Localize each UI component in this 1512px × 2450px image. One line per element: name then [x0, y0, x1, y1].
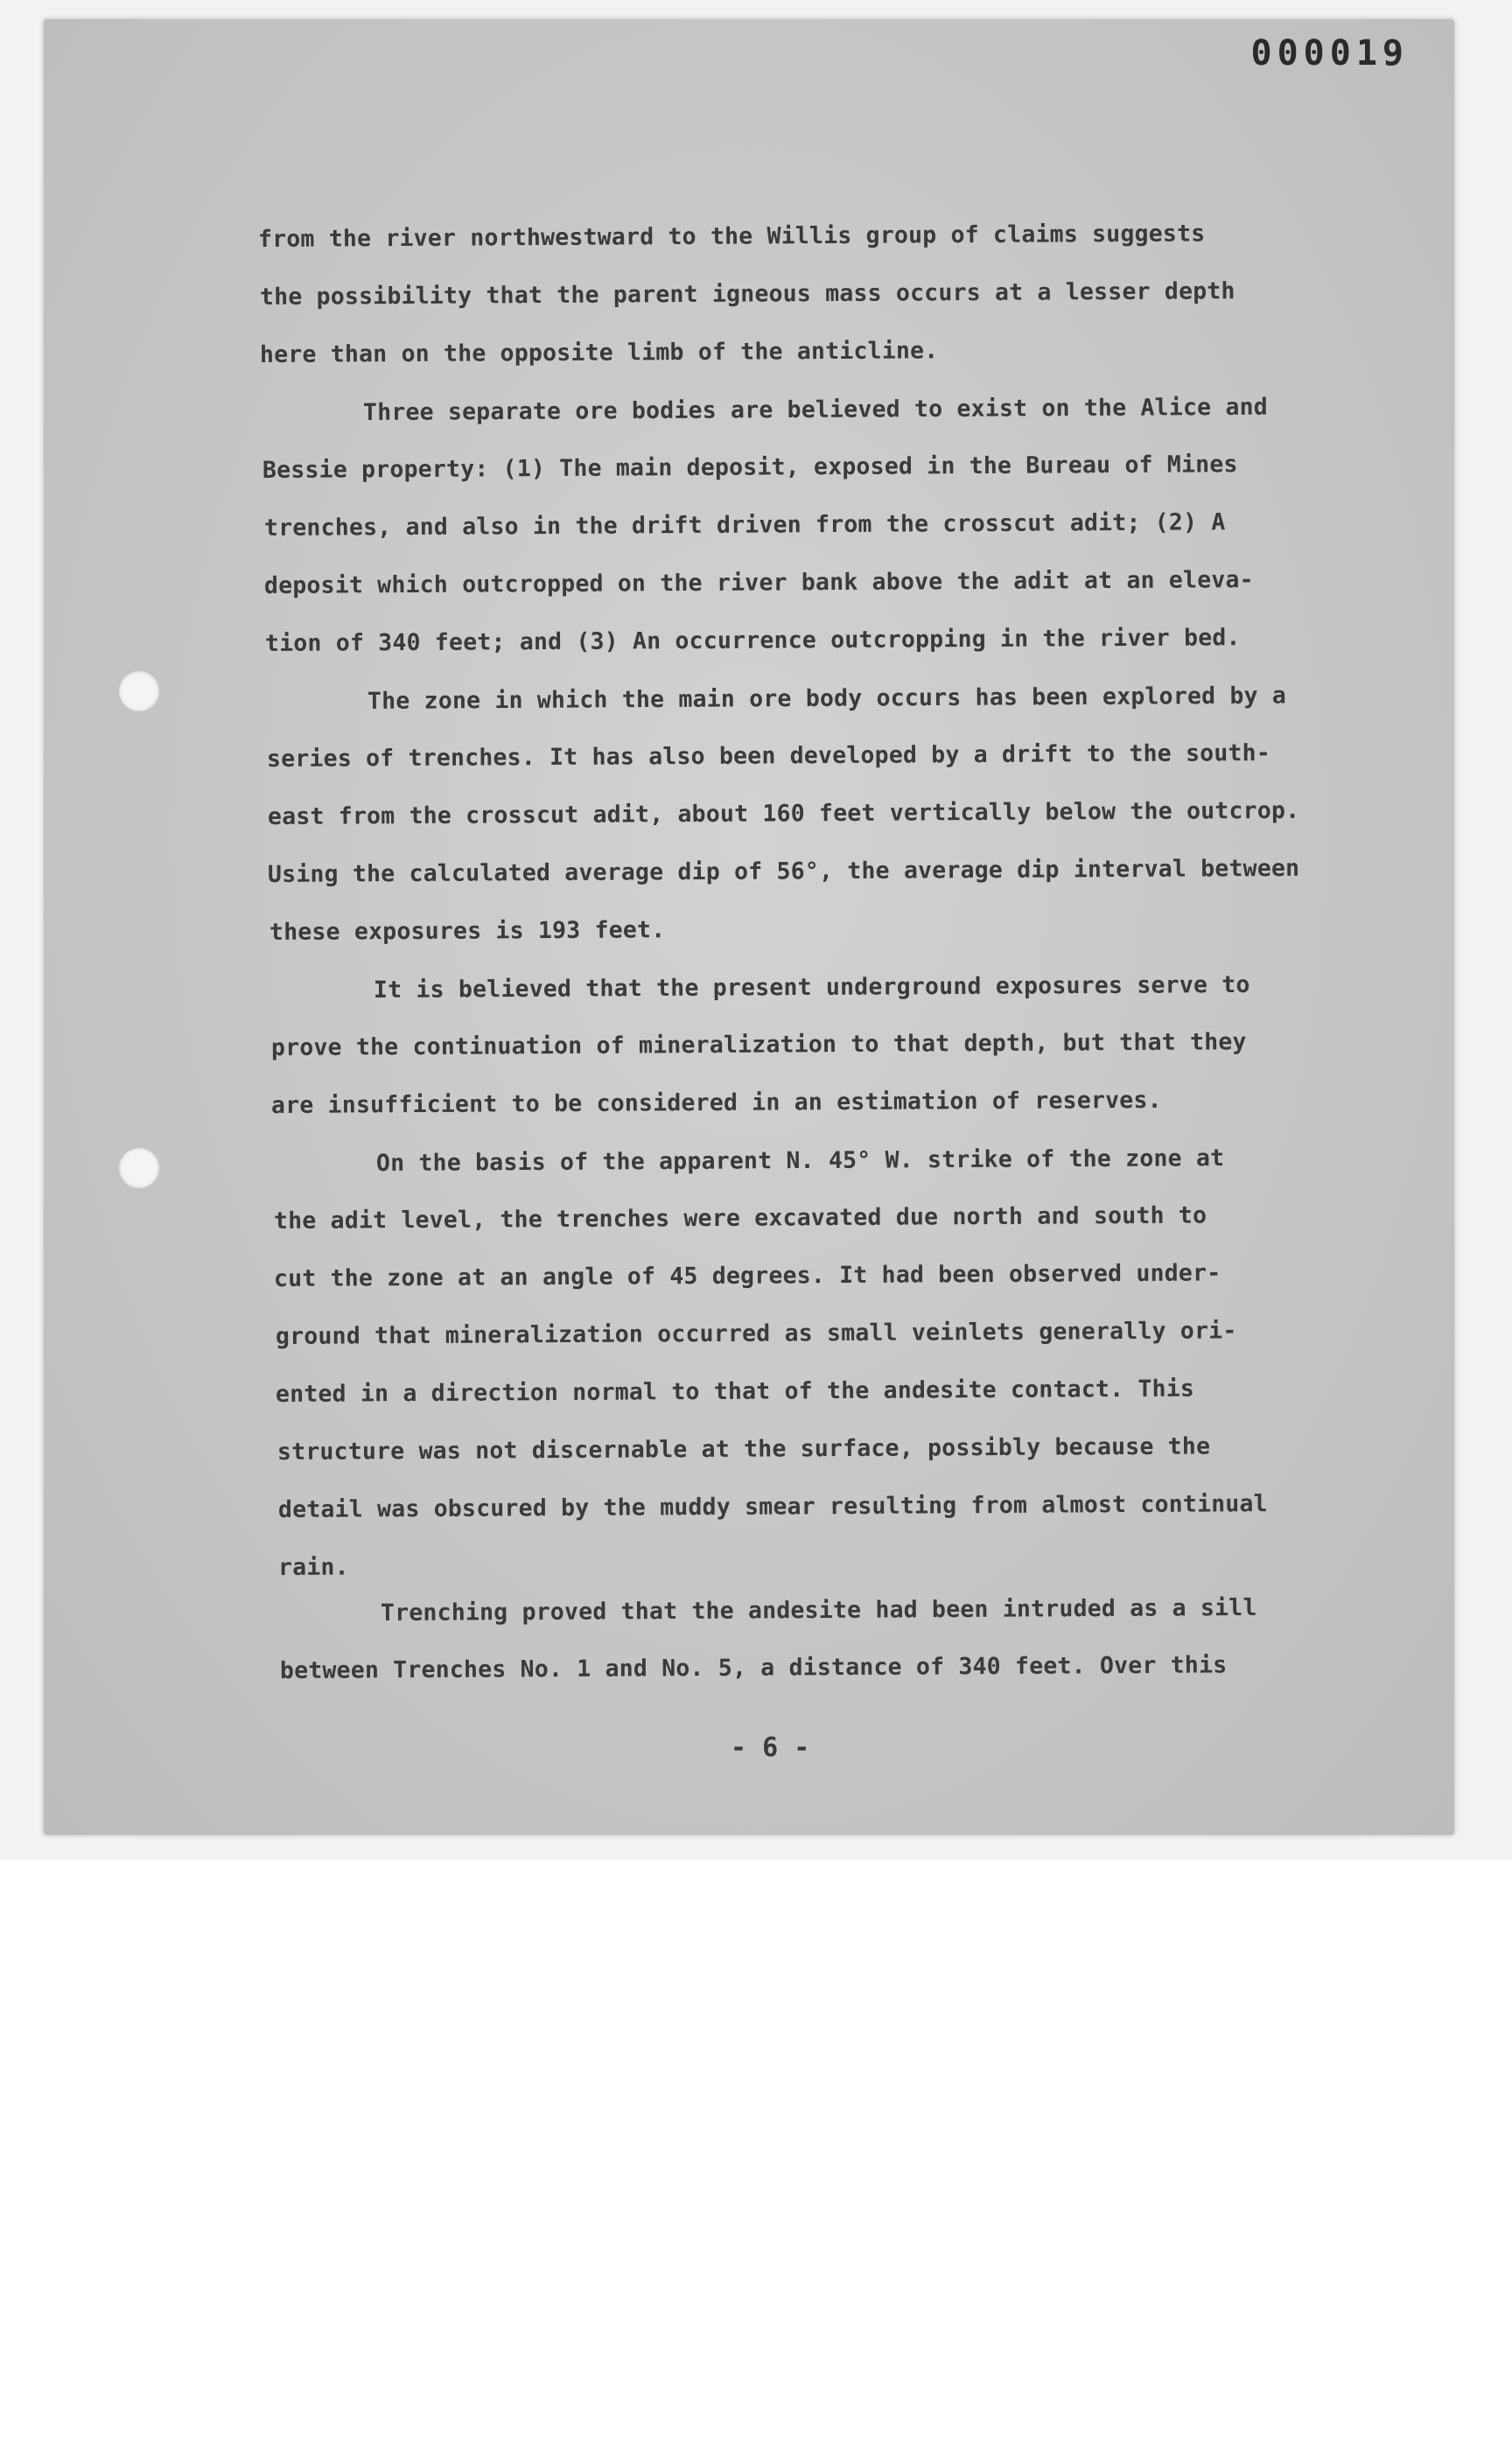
text-line: ground that mineralization occurred as small veinlets generally ori-	[275, 1317, 1237, 1350]
text-line: Three separate ore bodies are believed to exist on the Alice and	[362, 393, 1268, 426]
text-line: detail was obscured by the muddy smear resulting from almost continual	[277, 1490, 1268, 1523]
control-number: 000019	[1250, 33, 1409, 74]
text-line: rain.	[277, 1553, 349, 1581]
text-line: The zone in which the main ore body occurs has been explored by a	[367, 682, 1287, 715]
text-line: the possibility that the parent igneous mass occurs at a lesser depth	[259, 277, 1236, 311]
text-line: here than on the opposite limb of the anticline.	[259, 337, 939, 368]
text-line: trenches, and also in the drift driven from the crosscut adit; (2) A	[263, 508, 1226, 542]
text-line: Bessie property: (1) The main deposit, exposed in the Bureau of Mines	[262, 451, 1238, 484]
text-line: tion of 340 feet; and (3) An occurrence outcropping in the river bed.	[264, 624, 1241, 657]
text-line: It is believed that the present underground exposures serve to	[373, 970, 1250, 1004]
text-line: On the basis of the apparent N. 45° W. strike of the zone at	[375, 1144, 1225, 1177]
text-line: deposit which outcropped on the river bank above the adit at an eleva-	[263, 566, 1254, 599]
text-line: between Trenches No. 1 and No. 5, a distance of 340 feet. Over this	[279, 1651, 1228, 1684]
text-line: the adit level, the trenches were excavated due north and south to	[273, 1201, 1208, 1235]
text-line: these exposures is 193 feet.	[269, 916, 666, 946]
text-line: series of trenches. It has also been developed by a drift to the south-	[266, 738, 1271, 773]
text-line: Trenching proved that the andesite had been intruded as a sill	[380, 1593, 1257, 1627]
text-line: structure was not discernable at the surface, possibly because the	[276, 1432, 1211, 1466]
text-line: from the river northwestward to the Willis group of claims suggests	[257, 220, 1206, 253]
text-line: ented in a direction normal to that of the andesite contact. This	[275, 1375, 1195, 1408]
punch-hole-lower	[119, 1148, 159, 1188]
text-line: prove the continuation of mineralization to that depth, but that they	[270, 1028, 1247, 1061]
text-line: cut the zone at an angle of 45 degrees. It had been observed under-	[273, 1259, 1222, 1292]
page-folio: - 6 -	[731, 1732, 810, 1763]
punch-hole-upper	[119, 671, 159, 711]
text-line: Using the calculated average dip of 56°, the average dip interval between	[267, 854, 1300, 888]
text-line: are insufficient to be considered in an estimation of reserves.	[270, 1086, 1162, 1119]
text-line: east from the crosscut adit, about 160 feet vertically below the outcrop.	[267, 796, 1300, 830]
